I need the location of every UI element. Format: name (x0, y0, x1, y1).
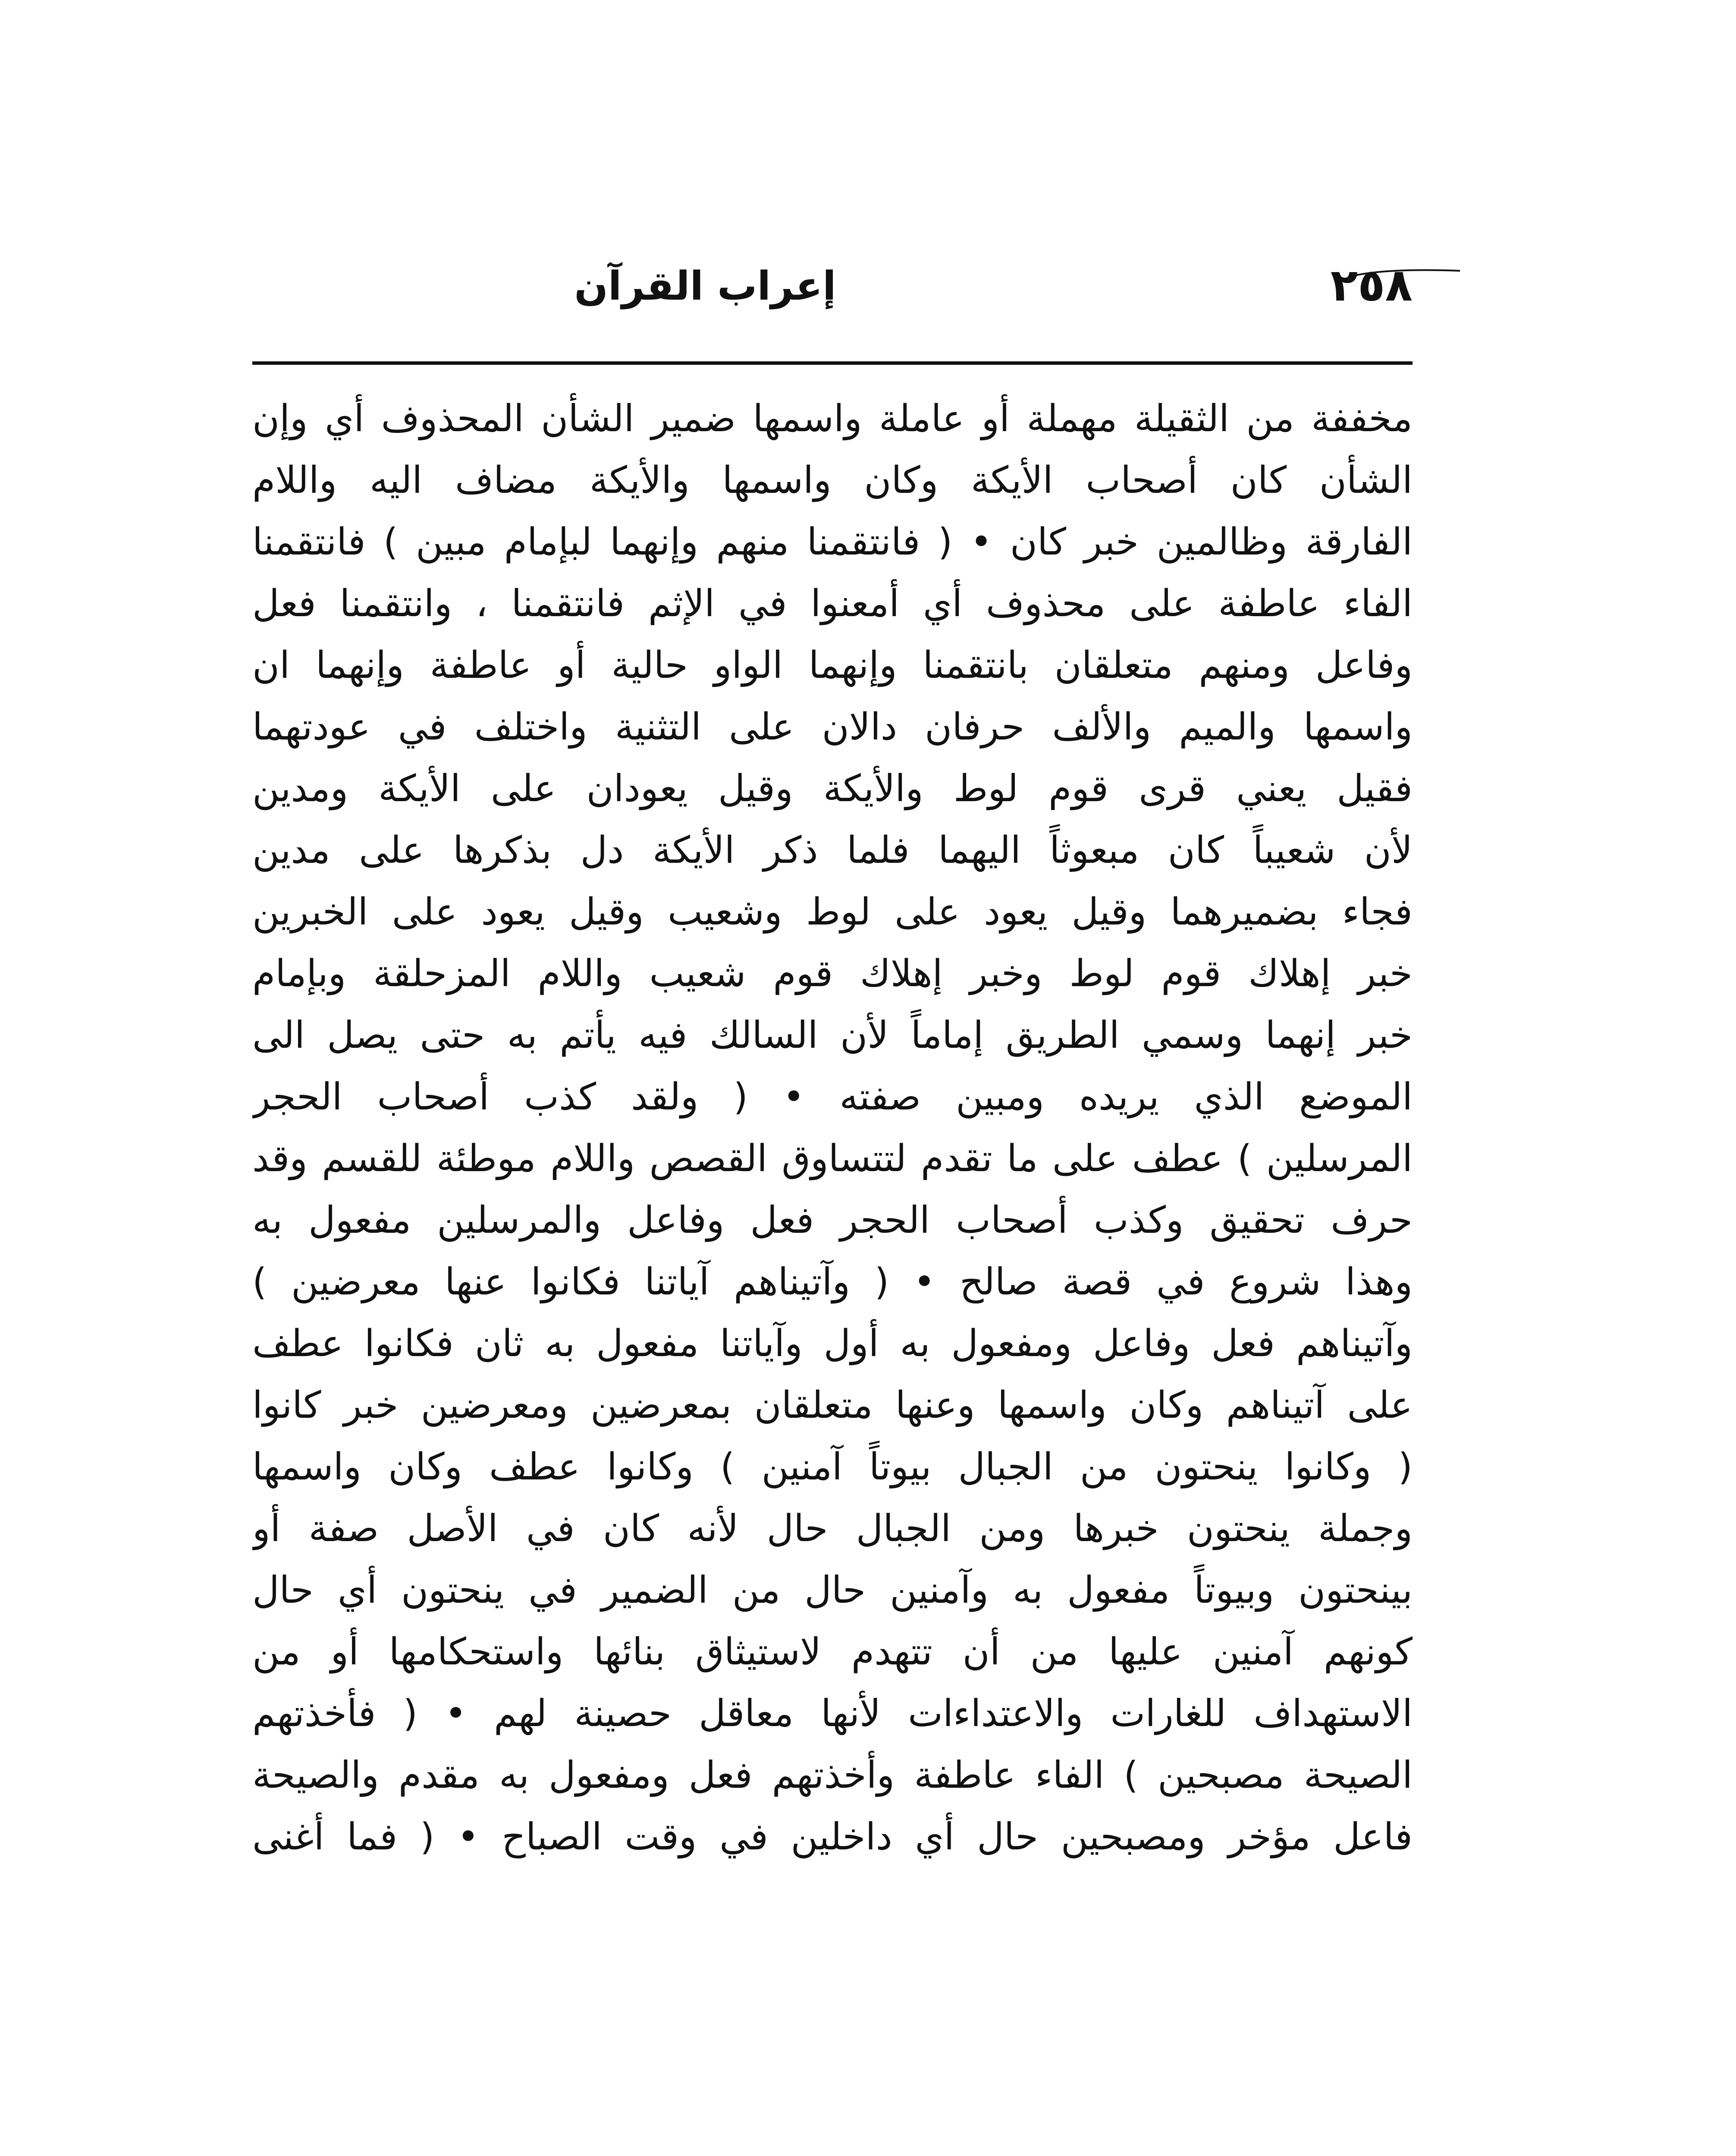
text-line: الموضع الذي يريده ومبين صفته • ( ولقد كذب أصحاب الحجر (252, 1075, 1413, 1119)
text-line: فجاء بضميرهما وقيل يعود على لوط وشعيب وقيل يعود على الخبرين (252, 890, 1413, 934)
page-header (252, 246, 1413, 332)
text-line: وهذا شروع في قصة صالح • ( وآتيناهم آياتنا فكانوا عنها معرضين ) (252, 1260, 1413, 1304)
page-number: ٢٥٨ (1330, 259, 1413, 311)
text-line: خبر إهلاك قوم لوط وخبر إهلاك قوم شعيب واللام المزحلقة وبإمام (252, 952, 1413, 995)
text-line: واسمها والميم والألف حرفان دالان على التثنية واختلف في عودتهما (252, 705, 1413, 749)
header-rule (252, 361, 1413, 365)
text-line: لأن شعيباً كان مبعوثاً اليهما فلما ذكر الأيكة دل بذكرها على مدين (252, 829, 1413, 872)
text-line: الصيحة مصبحين ) الفاء عاطفة وأخذتهم فعل ومفعول به مقدم والصيحة (252, 1754, 1413, 1797)
text-line: الفاء عاطفة على محذوف أي أمعنوا في الإثم فانتقمنا ، وانتقمنا فعل (252, 582, 1413, 625)
text-line: خبر إنهما وسمي الطريق إماماً لأن السالك فيه يأتم به حتى يصل الى (252, 1014, 1413, 1057)
text-line: بينحتون وبيوتاً مفعول به وآمنين حال من الضمير في ينحتون أي حال (252, 1569, 1413, 1612)
text-line: الشأن كان أصحاب الأيكة وكان واسمها والأيكة مضاف اليه واللام (252, 459, 1413, 502)
text-line: وآتيناهم فعل وفاعل ومفعول به أول وآياتنا مفعول به ثان فكانوا عطف (252, 1322, 1413, 1365)
text-line: وجملة ينحتون خبرها ومن الجبال حال لأنه كان في الأصل صفة أو (252, 1507, 1413, 1550)
text-line: على آتيناهم وكان واسمها وعنها متعلقان بمعرضين ومعرضين خبر كانوا (252, 1384, 1413, 1427)
text-line: الاستهداف للغارات والاعتداءات لأنها معاقل حصينة لهم • ( فأخذتهم (252, 1692, 1413, 1735)
text-line: ( وكانوا ينحتون من الجبال بيوتاً آمنين ) وكانوا عطف وكان واسمها (252, 1445, 1413, 1489)
text-line: مخففة من الثقيلة مهملة أو عاملة واسمها ضمير الشأن المحذوف أي وإن (252, 397, 1413, 440)
text-line: فقيل يعني قرى قوم لوط والأيكة وقيل يعودان على الأيكة ومدين (252, 767, 1413, 810)
text-line: وفاعل ومنهم متعلقان بانتقمنا وإنهما الواو حالية أو عاطفة وإنهما ان (252, 644, 1413, 687)
text-line: الفارقة وظالمين خبر كان • ( فانتقمنا منهم وإنهما لبإمام مبين ) فانتقمنا (252, 520, 1413, 564)
text-line: فاعل مؤخر ومصبحين حال أي داخلين في وقت الصباح • ( فما أغنى (252, 1815, 1413, 1858)
text-line: المرسلين ) عطف على ما تقدم لتتساوق القصص واللام موطئة للقسم وقد (252, 1137, 1413, 1180)
running-title: إعراب القرآن (574, 263, 836, 309)
body-text (252, 388, 1413, 1868)
text-line: كونهم آمنين عليها من أن تتهدم لاستيثاق بنائها واستحكامها أو من (252, 1630, 1413, 1673)
text-line: حرف تحقيق وكذب أصحاب الحجر فعل وفاعل والمرسلين مفعول به (252, 1199, 1413, 1242)
page-number-flourish (1352, 267, 1464, 280)
